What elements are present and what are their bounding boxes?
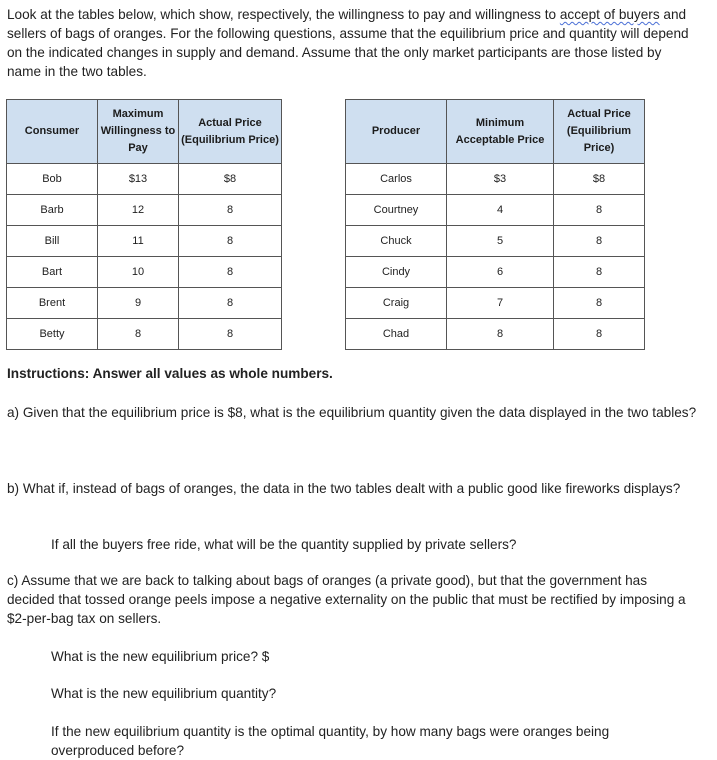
- producer-name: Craig: [346, 288, 447, 319]
- table-row: [7, 288, 282, 319]
- actual-price: 8: [179, 288, 282, 319]
- instructions-heading: Instructions: Answer all values as whole numbers.: [7, 366, 333, 381]
- actual-price: 8: [554, 195, 645, 226]
- min-acceptable-price: 5: [447, 226, 554, 257]
- intro-squiggly-text: accept of buyers: [559, 7, 660, 22]
- question-b-sub: If all the buyers free ride, what will be the quantity supplied by private sellers?: [51, 537, 517, 552]
- consumer-header-actual-price: Actual Price (Equilibrium Price): [179, 100, 282, 164]
- consumer-name: Bob: [7, 164, 98, 195]
- intro-text-1: Look at the tables below, which show, respectively, the willingness to pay and willingness to: [7, 7, 560, 22]
- producer-header-min-acceptable: Minimum Acceptable Price: [447, 100, 554, 164]
- producer-name: Chad: [346, 319, 447, 350]
- question-c-new-quantity: What is the new equilibrium quantity?: [51, 686, 277, 701]
- producer-header-actual-price: Actual Price (Equilibrium Price): [554, 100, 645, 164]
- actual-price: 8: [179, 319, 282, 350]
- max-willingness: 11: [98, 226, 179, 257]
- intro-text-2: and sellers of bags of oranges. For the following questions, assume that the equilibrium price and quantity will depend on the indicated changes in supply and demand. Assume that the only market participants are those listed by name in the two tables.: [7, 7, 689, 79]
- table-row: [346, 288, 645, 319]
- actual-price: 8: [554, 319, 645, 350]
- actual-price: 8: [179, 226, 282, 257]
- actual-price: 8: [554, 257, 645, 288]
- consumer-name: Barb: [7, 195, 98, 226]
- max-willingness: $13: [98, 164, 179, 195]
- consumer-header-row: [7, 100, 282, 164]
- max-willingness: 10: [98, 257, 179, 288]
- actual-price: $8: [554, 164, 645, 195]
- consumer-name: Betty: [7, 319, 98, 350]
- max-willingness: 12: [98, 195, 179, 226]
- intro-paragraph: [7, 5, 697, 81]
- table-row: [346, 164, 645, 195]
- producer-table: [345, 99, 645, 350]
- producer-name: Cindy: [346, 257, 447, 288]
- consumer-name: Bill: [7, 226, 98, 257]
- question-a: a) Given that the equilibrium price is $8, what is the equilibrium quantity given the data displayed in the two tables?: [7, 405, 697, 420]
- consumer-name: Brent: [7, 288, 98, 319]
- min-acceptable-price: 6: [447, 257, 554, 288]
- table-row: [7, 257, 282, 288]
- min-acceptable-price: 4: [447, 195, 554, 226]
- producer-name: Chuck: [346, 226, 447, 257]
- consumer-table: [6, 99, 282, 350]
- actual-price: 8: [554, 288, 645, 319]
- producer-header-row: [346, 100, 645, 164]
- actual-price: 8: [179, 257, 282, 288]
- table-row: [346, 257, 645, 288]
- question-b: b) What if, instead of bags of oranges, the data in the two tables dealt with a public good like fireworks displays?: [7, 481, 681, 496]
- question-c: c) Assume that we are back to talking about bags of oranges (a private good), but that the government has decided that tossed orange peels impose a negative externality on the public that must be rectified by imposing a $2-per-bag tax on sellers.: [7, 573, 686, 626]
- table-row: [7, 164, 282, 195]
- table-row: [346, 226, 645, 257]
- actual-price: $8: [179, 164, 282, 195]
- min-acceptable-price: $3: [447, 164, 554, 195]
- max-willingness: 9: [98, 288, 179, 319]
- table-row: [7, 195, 282, 226]
- producer-header-producer: Producer: [346, 100, 447, 164]
- min-acceptable-price: 7: [447, 288, 554, 319]
- consumer-header-max-willingness: Maximum Willingness to Pay: [98, 100, 179, 164]
- question-c-overproduction: If the new equilibrium quantity is the optimal quantity, by how many bags were oranges being overproduced before?: [51, 724, 610, 758]
- max-willingness: 8: [98, 319, 179, 350]
- table-row: [346, 195, 645, 226]
- actual-price: 8: [179, 195, 282, 226]
- min-acceptable-price: 8: [447, 319, 554, 350]
- actual-price: 8: [554, 226, 645, 257]
- question-c-new-price: What is the new equilibrium price? $: [51, 649, 270, 664]
- producer-name: Carlos: [346, 164, 447, 195]
- table-row: [7, 319, 282, 350]
- consumer-header-consumer: Consumer: [7, 100, 98, 164]
- consumer-name: Bart: [7, 257, 98, 288]
- producer-name: Courtney: [346, 195, 447, 226]
- table-row: [7, 226, 282, 257]
- table-row: [346, 319, 645, 350]
